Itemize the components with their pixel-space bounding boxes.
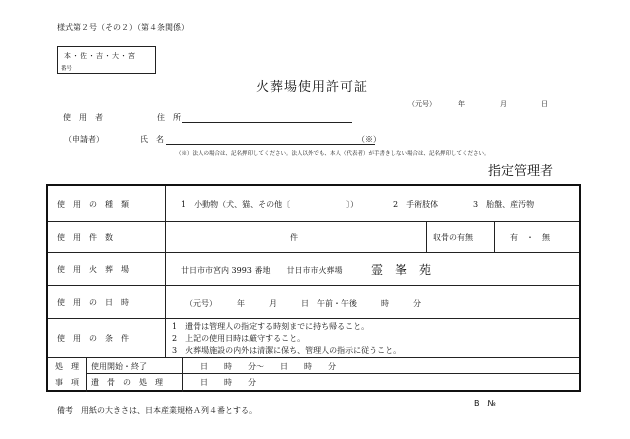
start-end-value[interactable]: 日 時 分〜 日 時 分 [200,362,336,371]
crematorium-label: 使 用 火 葬 場 [57,265,129,274]
reference-sublabel: 番号 [61,66,73,72]
crematorium-address: 廿日市市宮内 3993 番地 廿日市市火葬場 [181,266,343,275]
usage-type-option-surgical[interactable]: 2 手術肢体 [393,200,439,209]
processing-label-top: 処 理 [55,362,79,371]
usage-type-option-animals[interactable]: 1 小動物（犬、猫、その他〔 〕） [181,200,359,209]
seal-mark: （※） [357,135,381,144]
usage-type-option-placenta[interactable]: 3 胎盤、産汚物 [473,200,535,209]
name-field[interactable] [166,144,375,145]
remains-handling-label: 遺 骨 の 処 理 [91,378,163,387]
address-label: 住 所 [157,113,181,122]
footer-code: B № [474,399,496,408]
processing-label-bottom: 事 項 [55,378,79,387]
usage-count-label: 使 用 件 数 [57,233,113,242]
seal-note: （※）法人の場合は、記名押印してください。法人以外でも、本人（代表者）が手書きしない場合は、記名押印してください。 [176,151,490,157]
usage-count-unit: 件 [290,233,298,242]
reference-label: 本・佐・吉・大・宮 [64,52,136,60]
crematorium-name: 霊 峯 苑 [371,263,432,277]
form-number: 様式第２号（その２）（第４条関係） [57,23,189,32]
start-end-label: 使用開始・終了 [91,362,147,371]
condition-item-2: 2 上記の使用日時は厳守すること。 [172,334,306,343]
condition-item-1: 1 遺骨は管理人の指定する時刻までに持ち帰ること。 [172,322,370,331]
applicant-label: （申請者） [64,135,104,144]
name-label: 氏 名 [140,135,164,144]
permit-table [46,184,581,392]
condition-item-3: 3 火葬場施設の内外は清潔に保ち、管理人の指示に従うこと。 [172,346,402,355]
remarks-note: 備考 用紙の大きさは、日本産業規格Ａ列４番とする。 [57,406,257,415]
date-day: 日 [541,100,548,108]
usage-conditions-label: 使 用 の 条 件 [57,334,129,343]
usage-type-label: 使 用 の 種 類 [57,200,129,209]
address-field[interactable] [182,122,352,123]
bone-collection-label: 収骨の有無 [433,233,473,242]
designated-manager-label: 指定管理者 [488,164,554,179]
user-label: 使 用 者 [63,113,103,122]
date-year: 年 [458,100,465,108]
remains-handling-value[interactable]: 日 時 分 [200,378,256,387]
document-title: 火葬場使用許可証 [256,80,369,95]
usage-datetime-label: 使 用 の 日 時 [57,298,129,307]
date-month: 月 [500,100,507,108]
usage-datetime-value[interactable]: （元号） 年 月 日 午前・午後 時 分 [185,299,421,308]
reference-number-box [57,46,156,74]
date-era: （元号） [408,100,436,108]
bone-collection-choice[interactable]: 有 ・ 無 [510,233,550,242]
